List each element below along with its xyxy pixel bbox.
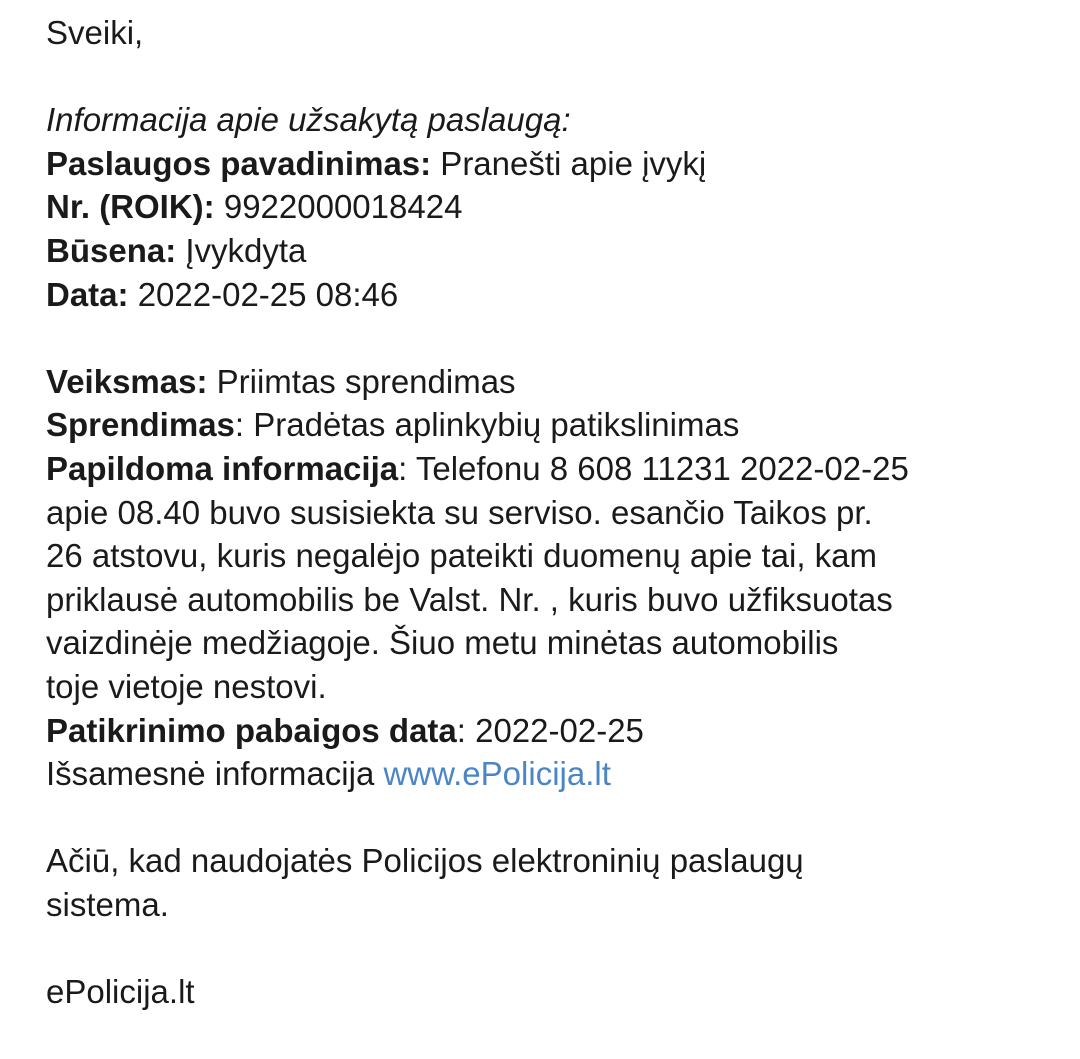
check-end-label: Patikrinimo pabaigos data: [46, 711, 457, 749]
spacer: [46, 796, 1046, 840]
extra-info-text-line-1: : Telefonu 8 608 11231 2022-02-25: [398, 449, 909, 487]
service-name-label: Paslaugos pavadinimas:: [46, 144, 432, 182]
intro-text: Informacija apie užsakytą paslaugą:: [46, 101, 571, 139]
decision-row: [46, 403, 1046, 447]
signature: ePolicija.lt: [46, 973, 195, 1011]
spacer: [46, 316, 1046, 360]
extra-info-row: [46, 447, 1046, 491]
service-name-row: [46, 142, 1046, 186]
extra-info-text-line-2: apie 08.40 buvo susisiekta su serviso. esančio Taikos pr.: [46, 493, 873, 531]
decision-label: Sprendimas: [46, 406, 235, 444]
service-status-value: Įvykdyta: [176, 231, 307, 269]
check-end-row: [46, 709, 1046, 753]
spacer: [46, 55, 1046, 99]
service-date-value: 2022-02-25 08:46: [128, 275, 399, 313]
service-nr-value: 9922000018424: [214, 188, 463, 226]
more-info-text: Išsamesnė informacija: [46, 755, 384, 793]
service-status-row: [46, 229, 1046, 273]
check-end-value: : 2022-02-25: [456, 711, 644, 749]
service-status-label: Būsena:: [46, 231, 177, 269]
decision-value: : Pradėtas aplinkybių patikslinimas: [234, 406, 740, 444]
spacer: [46, 926, 1046, 970]
service-name-value: Pranešti apie įvykį: [431, 144, 707, 182]
service-date-row: [46, 273, 1046, 317]
extra-info-text-line-5: vaizdinėje medžiagoje. Šiuo metu minėtas automobilis: [46, 624, 839, 662]
extra-info-label: Papildoma informacija: [46, 449, 399, 487]
service-nr-row: [46, 185, 1046, 229]
epolicija-link[interactable]: www.ePolicija.lt: [383, 755, 611, 793]
action-label: Veiksmas:: [46, 362, 208, 400]
action-row: [46, 360, 1046, 404]
thanks-line-1: Ačiū, kad naudojatės Policijos elektroninių paslaugų: [46, 842, 804, 880]
extra-info-text-line-6: toje vietoje nestovi.: [46, 667, 327, 705]
extra-info-text-line-4: priklausė automobilis be Valst. Nr. , kuris buvo užfiksuotas: [46, 580, 893, 618]
action-value: Priimtas sprendimas: [207, 362, 516, 400]
more-info-row: [46, 752, 1046, 796]
email-body: [46, 11, 1046, 1014]
extra-info-text-line-3: 26 atstovu, kuris negalėjo pateikti duomenų apie tai, kam: [46, 537, 877, 575]
service-nr-label: Nr. (ROIK):: [46, 188, 215, 226]
thanks-line-2: sistema.: [46, 885, 169, 923]
service-date-label: Data:: [46, 275, 129, 313]
greeting: Sveiki,: [46, 14, 144, 51]
